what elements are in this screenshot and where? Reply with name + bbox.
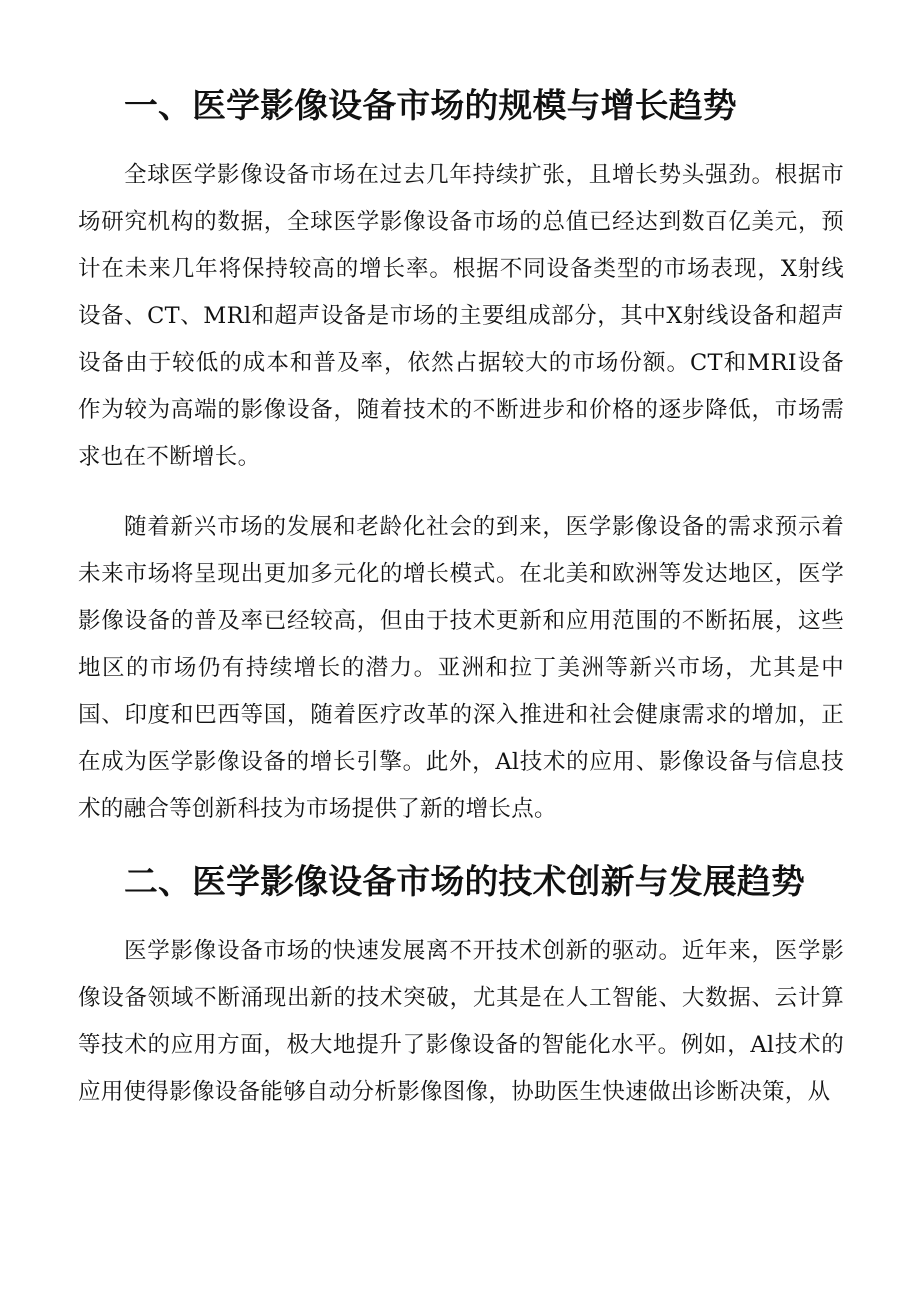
section-1-paragraph-1: 全球医学影像设备市场在过去几年持续扩张，且增长势头强劲。根据市场研究机构的数据，全球医学影像设备市场的总值已经达到数百亿美元，预计在未来几年将保持较高的增长率。根据不同设备类型的市场表现，X射线设备、CT、MRl和超声设备是市场的主要组成部分，其中X射线设备和超声设备由于较低的成本和普及率，依然占据较大的市场份额。CT和MRI设备作为较为高端的影像设备，随着技术的不断进步和价格的逐步降低，市场需求也在不断增长。 (78, 162, 844, 470)
document-page (78, 82, 844, 1116)
section-1-paragraph-2: 随着新兴市场的发展和老龄化社会的到来，医学影像设备的需求预示着未来市场将呈现出更加多元化的增长模式。在北美和欧洲等发达地区，医学影像设备的普及率已经较高，但由于技术更新和应用范围的不断拓展，这些地区的市场仍有持续增长的潜力。亚洲和拉丁美洲等新兴市场，尤其是中国、印度和巴西等国，随着医疗改革的深入推进和社会健康需求的增加，正在成为医学影像设备的增长引擎。此外，Al技术的应用、影像设备与信息技术的融合等创新科技为市场提供了新的增长点。 (78, 514, 844, 822)
section-1-heading: 一、医学影像设备市场的规模与增长趋势 (124, 85, 737, 125)
section-2-paragraph-1: 医学影像设备市场的快速发展离不开技术创新的驱动。近年来，医学影像设备领域不断涌现出新的技术突破，尤其是在人工智能、大数据、云计算等技术的应用方面，极大地提升了影像设备的智能化水平。例如，Al技术的应用使得影像设备能够自动分析影像图像，协助医生快速做出诊断决策，从 (78, 938, 844, 1105)
section-2-heading: 二、医学影像设备市场的技术创新与发展趋势 (124, 861, 806, 901)
